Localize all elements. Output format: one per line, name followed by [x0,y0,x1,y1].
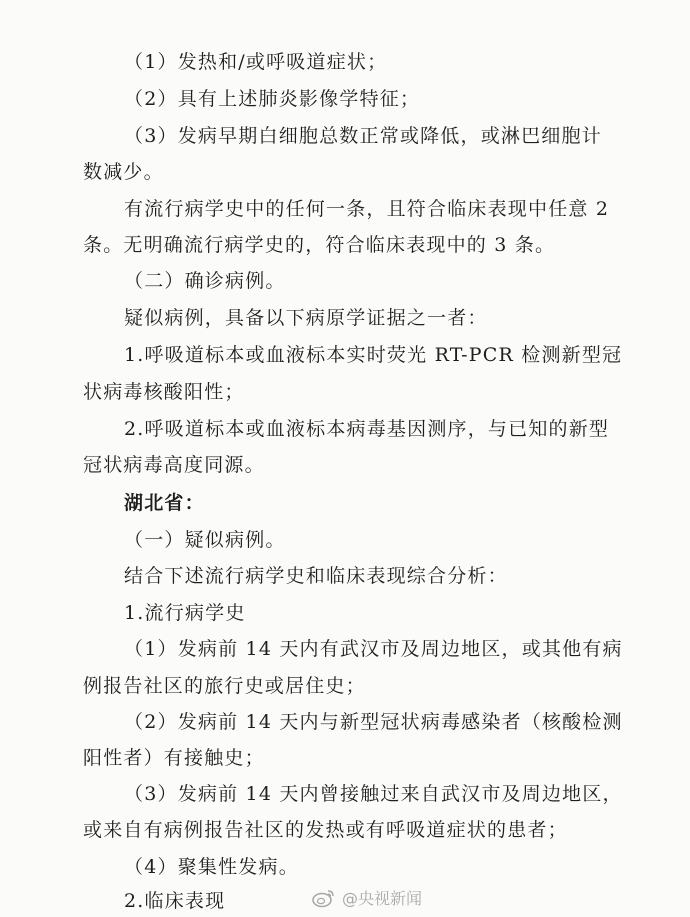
text-line: （4）聚集性发病。 [124,856,299,878]
text-line: （1）发病前 14 天内有武汉市及周边地区，或其他有病 [124,638,623,660]
region-heading: 湖北省： [124,492,205,514]
text-line: （3）发病早期白细胞总数正常或降低，或淋巴细胞计 [124,125,602,147]
text-line: 条。无明确流行病学史的，符合临床表现中的 3 条。 [83,234,556,256]
section-heading: （一）疑似病例。 [124,529,286,551]
text-line: 数减少。 [83,161,164,183]
watermark-text: @央视新闻 [341,889,422,908]
text-line: 或来自有病例报告社区的发热或有呼吸道症状的患者； [83,819,568,841]
text-line: 阳性者）有接触史； [83,747,265,769]
text-line: （1）发热和/或呼吸道症状； [124,51,388,73]
text-line: 1.呼吸道标本或血液标本实时荧光 RT-PCR 检测新型冠 [124,344,623,366]
text-line: 有流行病学史中的任何一条，且符合临床表现中任意 2 [124,198,610,220]
text-line: （2）发病前 14 天内与新型冠状病毒感染者（核酸检测 [124,711,623,733]
text-line: 状病毒核酸阳性； [83,381,245,403]
subsection-heading: 2.临床表现 [124,890,226,912]
text-line: 结合下述流行病学史和临床表现综合分析： [124,565,508,587]
text-line: 疑似病例，具备以下病原学证据之一者： [124,307,488,329]
text-line: 冠状病毒高度同源。 [83,454,265,476]
watermark [312,886,422,909]
text-line: 例报告社区的旅行史或居住史； [83,675,366,697]
subsection-heading: 1.流行病学史 [124,602,246,624]
section-heading: （二）确诊病例。 [124,270,286,292]
text-line: （2）具有上述肺炎影像学特征； [124,88,421,110]
weibo-logo-icon [312,888,336,908]
text-line: 2.呼吸道标本或血液标本病毒基因测序，与已知的新型 [124,418,610,440]
text-line: （3）发病前 14 天内曾接触过来自武汉市及周边地区， [124,783,623,805]
